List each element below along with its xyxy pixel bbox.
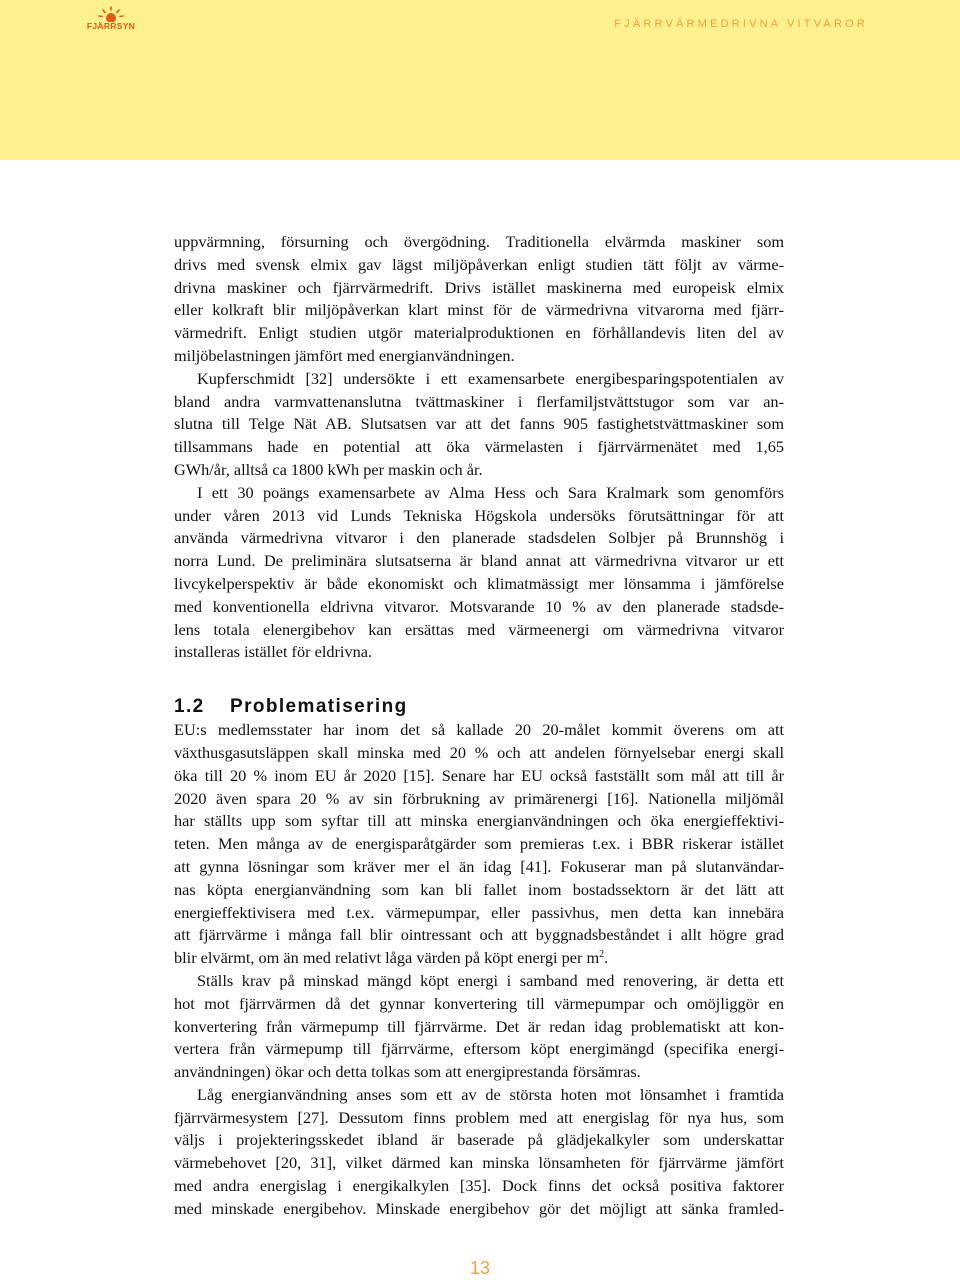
paragraph [174,1084,784,1221]
text-line: Ställs krav på minskad mängd köpt energi i samband med renovering, är detta ett [197,970,784,990]
page-body [174,231,784,1221]
text-line: I ett 30 poängs examensarbete av Alma Hess och Sara Kralmark som genomförs [197,482,784,502]
text-line: växthusgasutsläppen skall minska med 20 % och att andelen förnyelsebar energi skall [174,742,784,762]
text-line: fjärrvärmesystem [27]. Dessutom finns problem med att energislag för nya hus, som [174,1107,784,1127]
paragraph [174,482,784,664]
text-line: lens totala elenergibehov kan ersättas med värmeenergi om värmedrivna vitvaror [174,619,784,639]
text-line: väljs i projekteringsskedet ibland är baserade på glädjekalkyler som underskattar [174,1130,784,1150]
section-number: 1.2 [174,696,205,718]
text-line: att gynna lösningar som kräver mer el än idag [41]. Fokuserar man på slutanvändar- [174,856,784,876]
text-line: med konventionella eldrivna vitvaror. Motsvarande 10 % av den planerade stadsde- [174,596,784,616]
page-number: 13 [469,1258,491,1278]
text-fragment: blir elvärmt, om än med relativt låga värden på köpt energi per m [174,948,600,968]
text-line: EU:s medlemsstater har inom det så kallade 20 20-målet kommit överens om att [174,720,784,740]
paragraph [174,231,784,368]
text-line: energieffektivisera med t.ex. värmepumpar, eller passivhus, men detta kan innebära [174,902,784,922]
logo-text: FJÄRRSYN [86,21,136,31]
paragraph [174,368,784,482]
superscript: 2 [599,949,605,961]
text-line: värmebehovet [20, 31], vilket därmed kan minska lönsamheten för fjärrvärme jämfört [174,1153,784,1173]
text-line: vertera från värmepump till fjärrvärme, eftersom köpt energimängd (specifika energi- [174,1039,784,1059]
text-line: har ställts upp som syftar till att minska energianvändningen och öka energieffektivi- [174,811,784,831]
text-line: använda värmedrivna vitvaror i den planerade stadsdelen Solbjer på Brunnshög i [174,528,784,548]
text-line [174,947,784,970]
section-heading [174,695,784,719]
section-title: Problematisering [230,696,408,718]
text-line: Låg energianvändning anses som ett av de största hoten mot lönsamhet i framtida [197,1084,784,1104]
text-line: hot mot fjärrvärmen då det gynnar konvertering till värmepumpar och omöjliggör en [174,993,784,1013]
running-title: FJÄRRVÄRMEDRIVNA VITVAROR [614,18,868,30]
text-line: användningen) ökar och detta tolkas som att energiprestanda försämras. [174,1062,641,1082]
text-line: att fjärrvärme i många fall blir ointressant och att byggnadsbeståndet i allt högre grad [174,925,784,945]
paragraph [174,719,784,970]
text-line: 2020 även spara 20 % av sin förbrukning av primärenergi [16]. Nationella miljömål [174,788,784,808]
text-line: konvertering från värmepump till fjärrvärme. Det är redan idag problematiskt att kon- [174,1016,784,1036]
text-line: installeras istället för eldrivna. [174,642,373,662]
text-line: öka till 20 % inom EU år 2020 [15]. Senare har EU också fastställt som mål att till år [174,765,784,785]
text-line: eller kolkraft blir miljöpåverkan klart minst för de värmedrivna vitvarorna med fjärr- [174,300,784,320]
text-line: under våren 2013 vid Lunds Tekniska Högskola undersöks förutsättningar för att [174,505,784,525]
sun-icon [83,6,139,22]
text-line: drivs med svensk elmix gav lägst miljöpåverkan enligt studien tätt följt av värme- [174,254,784,274]
text-line: nas köpta energianvändning som kan bli fallet inom bostadssektorn är det lätt att [174,879,784,899]
text-line: norra Lund. De preliminära slutsatserna är bland annat att värmedrivna vitvaror ur ett [174,551,784,571]
text-line: med andra energislag i energikalkylen [35]. Dock finns det också positiva faktorer [174,1176,784,1196]
paragraph [174,970,784,1084]
page-header [0,0,960,160]
fjarrsyn-logo [83,6,139,36]
text-line: med minskade energibehov. Minskade energibehov gör det möjligt att sänka framled- [174,1198,784,1218]
text-line: värmedrift. Enligt studien utgör materialproduktionen en förhållandevis liten del av [174,323,784,343]
text-line: Kupferschmidt [32] undersökte i ett examensarbete energibesparingspotentialen av [197,368,784,388]
text-line: livcykelperspektiv är både ekonomiskt och klimatmässigt mer lönsamma i jämförelse [174,573,784,593]
text-line: GWh/år, alltså ca 1800 kWh per maskin och år. [174,459,483,479]
text-fragment: . [604,948,609,968]
text-line: bland andra varmvattenanslutna tvättmaskiner i flerfamiljstvättstugor som var an- [174,391,784,411]
text-line: slutna till Telge Nät AB. Slutsatsen var att det fanns 905 fastighetstvättmaskiner som [174,414,784,434]
text-line: miljöbelastningen jämfört med energianvändningen. [174,345,515,365]
text-line: drivna maskiner och fjärrvärmedrift. Drivs istället maskinerna med europeisk elmix [174,277,784,297]
text-line: tillsammans hade en potential att öka värmelasten i fjärrvärmenätet med 1,65 [174,437,784,457]
text-line: teten. Men många av de energisparåtgärder som premieras t.ex. i BBR riskerar istället [174,834,784,854]
text-line: uppvärmning, försurning och övergödning. Traditionella elvärmda maskiner som [174,232,784,251]
